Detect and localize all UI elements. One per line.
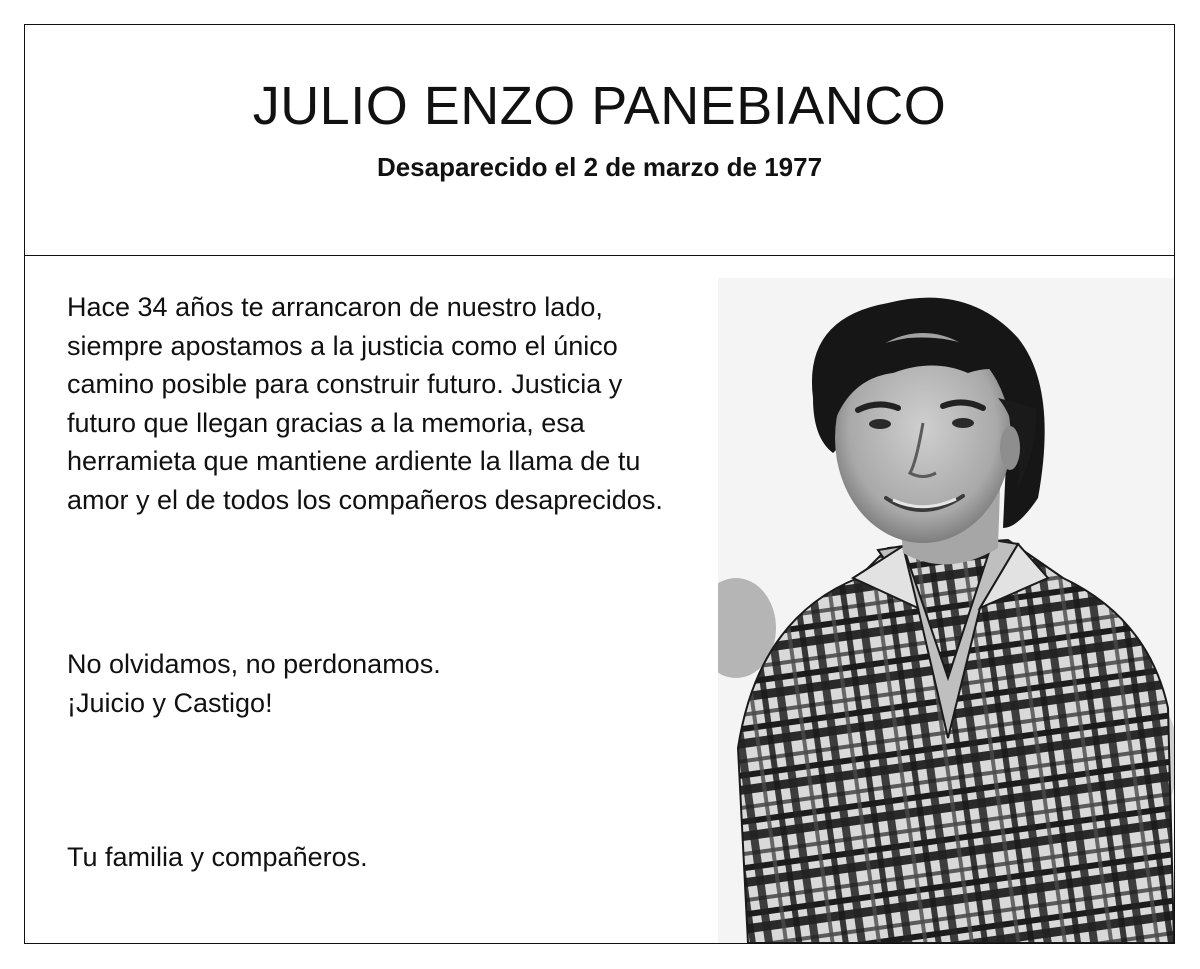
slogan [67, 645, 677, 722]
person-name: JULIO ENZO PANEBIANCO [252, 76, 947, 136]
notice-header [25, 25, 1174, 256]
disappearance-date: Desaparecido el 2 de marzo de 1977 [376, 152, 823, 182]
portrait-illustration [718, 278, 1174, 943]
memorial-notice [24, 24, 1175, 944]
slogan-line-1: No olvidamos, no perdonamos. [67, 649, 441, 679]
signature: Tu familia y compañeros. [67, 842, 368, 872]
tribute-text: Hace 34 años te arrancaron de nuestro lado, siempre apostamos a la justicia como el único camino posible para construir futuro. Justicia y futuro que llegan gracias a la memoria, esa herramieta que mantiene ardiente la llama de tu amor y el de todos los compañeros desaprecidos. [67, 292, 663, 515]
slogan-line-2: ¡Juicio y Castigo! [67, 687, 273, 718]
portrait-photo [718, 278, 1174, 943]
